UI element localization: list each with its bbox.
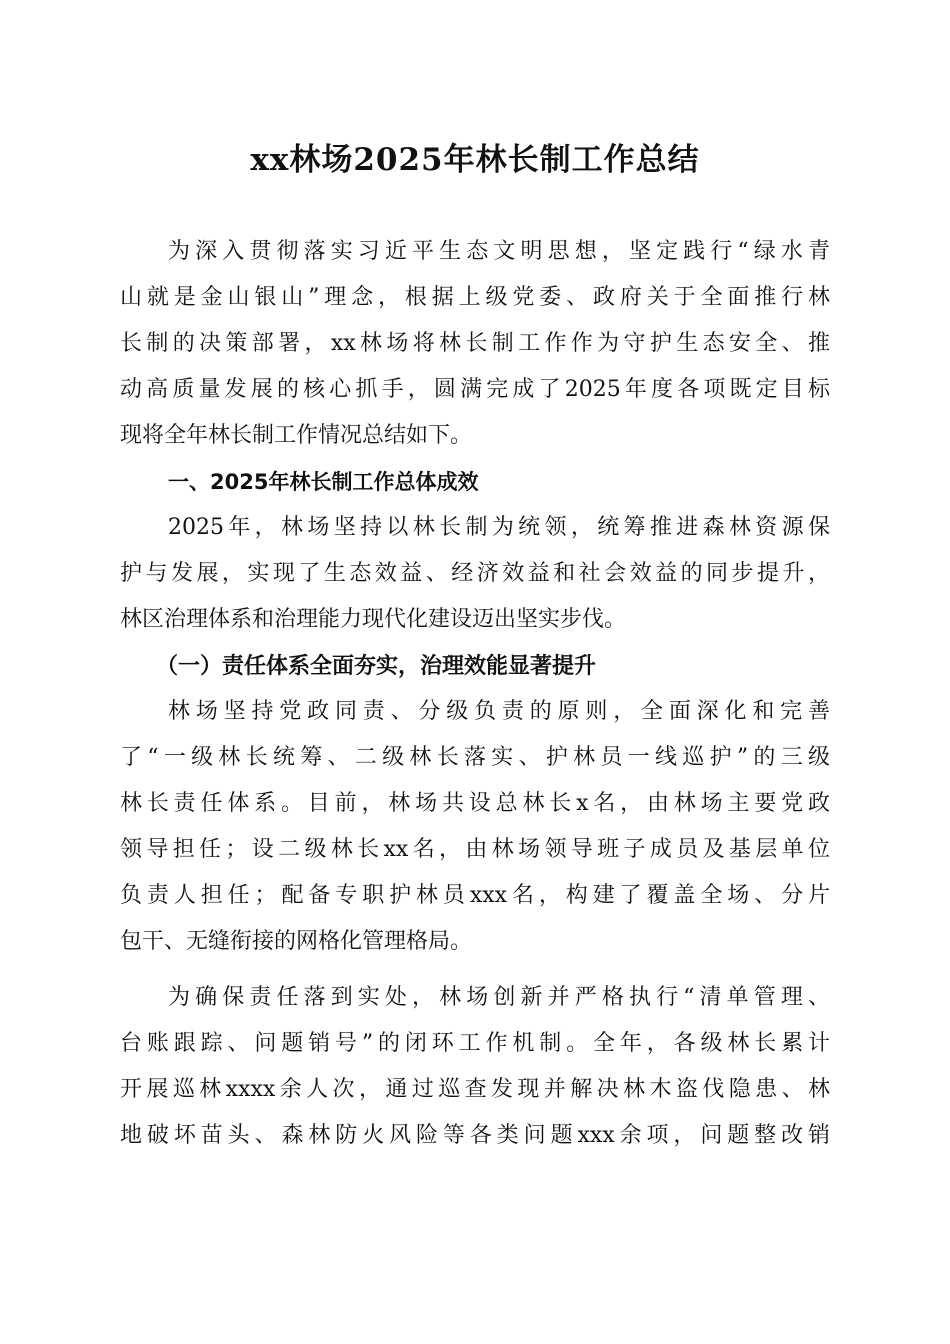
section-heading: 一、2025年林长制工作总体成效 xyxy=(168,470,479,494)
subsection-heading: （一）责任体系全面夯实，治理效能显著提升 xyxy=(156,653,597,679)
paragraph-line: 长制的决策部署，xx林场将林长制工作作为守护生态安全、推 xyxy=(120,331,830,356)
paragraph-line: 为确保责任落到实处，林场创新并严格执行“清单管理、 xyxy=(168,985,830,1010)
paragraph-line: 地破坏苗头、森林防火风险等各类问题xxx余项，问题整改销 xyxy=(120,1123,830,1148)
paragraph-line: 负责人担任；配备专职护林员xxx名，构建了覆盖全场、分片 xyxy=(120,883,830,908)
paragraph-line: 林长责任体系。目前，林场共设总林长x名，由林场主要党政 xyxy=(120,791,830,816)
paragraph-line: 开展巡林xxxx余人次，通过巡查发现并解决林木盗伐隐患、林 xyxy=(120,1077,830,1102)
intro-paragraph xyxy=(120,229,830,459)
subsection1-paragraph-1 xyxy=(120,689,830,965)
paragraph-line: 动高质量发展的核心抓手，圆满完成了2025年度各项既定目标 xyxy=(120,377,830,402)
paragraph-line: 护与发展，实现了生态效益、经济效益和社会效益的同步提升， xyxy=(120,561,830,586)
paragraph-line: 为深入贯彻落实习近平生态文明思想，坚定践行“绿水青 xyxy=(168,239,830,264)
paragraph-line: 现将全年林长制工作情况总结如下。 xyxy=(120,423,473,448)
paragraph-line: 林区治理体系和治理能力现代化建设迈出坚实步伐。 xyxy=(120,607,627,632)
paragraph-line: 领导担任；设二级林长xx名，由林场领导班子成员及基层单位 xyxy=(120,837,830,862)
document-title: xx林场2025年林长制工作总结 xyxy=(250,142,700,178)
paragraph-line: 林场坚持党政同责、分级负责的原则，全面深化和完善 xyxy=(168,699,830,724)
paragraph-line: 山就是金山银山”理念，根据上级党委、政府关于全面推行林 xyxy=(120,285,830,310)
paragraph-line: 了“一级林长统筹、二级林长落实、护林员一线巡护”的三级 xyxy=(120,745,830,770)
paragraph-line: 台账跟踪、问题销号”的闭环工作机制。全年，各级林长累计 xyxy=(120,1031,830,1056)
document-body xyxy=(120,229,830,1159)
paragraph-line: 2025年，林场坚持以林长制为统领，统筹推进森林资源保 xyxy=(168,515,830,540)
section1-paragraph xyxy=(120,505,830,643)
paragraph-line: 包干、无缝衔接的网格化管理格局。 xyxy=(120,929,473,954)
subsection1-paragraph-2 xyxy=(120,975,830,1159)
